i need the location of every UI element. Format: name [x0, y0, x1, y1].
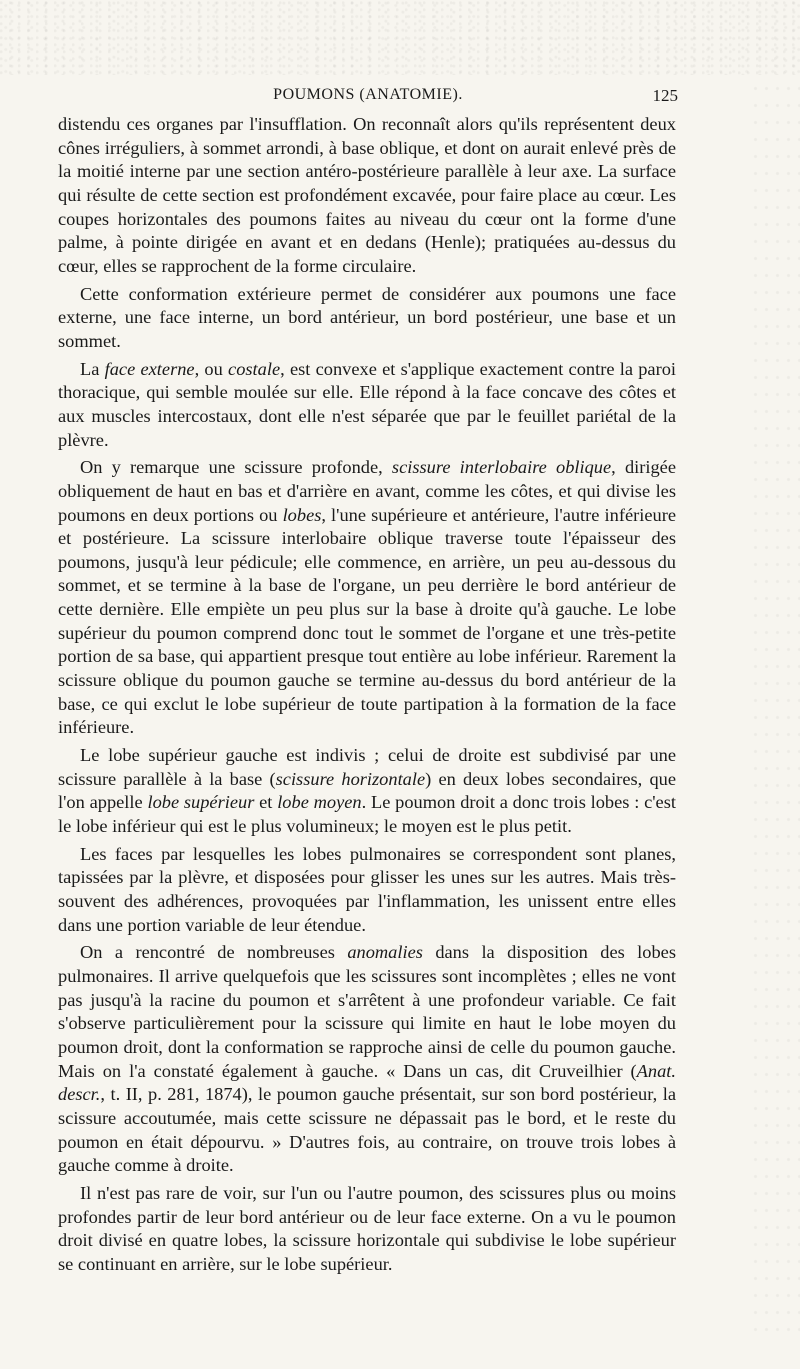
italic-term: lobes [282, 504, 322, 525]
text-run: distendu ces organes par l'insufflation. On reconnaît alors qu'ils représentent deux cônes irréguliers, à sommet arrondi, à base oblique, et dont on aurait enlevé près de la moitié interne par une section antéro-postérieure parallèle à leur axe. La surface qui résulte de cette section est profondément excavée, pour faire place au cœur. Les coupes horizontales des poumons faites au niveau du cœur ont la forme d'une palme, à pointe dirigée en avant et en dedans (Henle); pratiquées au-dessus du cœur, elles se rapprochent de la forme circulaire. [58, 114, 676, 276]
text-run: Les faces par lesquelles les lobes pulmonaires se correspondent sont planes, tapissées par la plèvre, et disposées pour glisser les unes sur les autres. Mais très-souvent des adhérences, provoquées par l'inflammation, les unissent entre elles dans une portion variable de leur étendue. [58, 843, 676, 935]
text-run: . Le poumon droit a donc trois lobes : c'est le lobe inférieur qui est le plus volumineux; le moyen est le plus petit. [58, 792, 676, 837]
running-head [58, 86, 678, 108]
text-run: dans la disposition des lobes pulmonaires. Il arrive quelquefois que les scissures sont incomplètes ; elles ne vont pas jusqu'à la racine du poumon et s'arrêtent à une profondeur variable. Ce fait s'observe particulièrement pour la scissure qui limite en haut le lobe moyen du poumon droit, dont la conformation se rapproche ainsi de celle du poumon gauche. Mais on l'a constaté également à gauche. « Dans un cas, dit Cruveilhier ( [58, 942, 676, 1081]
text-run: , l'une supérieure et antérieure, l'autre inférieure et postérieure. La scissure interlobaire oblique traverse toute l'épaisseur des poumons, jusqu'à leur pédicule; elle commence, en arrière, un peu au-dessous du sommet, et se termine à la base de l'organe, un peu derrière le bord antérieur de cette dernière. Elle empiète un peu plus sur la base à droite qu'à gauche. Le lobe supérieur du poumon comprend donc tout le sommet de l'organe et une très-petite portion de sa base, qui appartient presque tout entière au lobe inférieur. Rarement la scissure oblique du poumon gauche se termine au-dessus du bord antérieur de la base, ce qui exclut le lobe supérieur de toute partipation à la formation de la face inférieure. [58, 504, 676, 738]
text-run: Cette conformation extérieure permet de considérer aux poumons une face externe, une face interne, un bord antérieur, un bord postérieur, une base et un sommet. [58, 283, 676, 351]
text-run: , dirigée obliquement de haut en bas et d'arrière en avant, comme les côtes, et qui divise les poumons en deux portions ou [58, 457, 677, 525]
running-head-title: POUMONS (ANATOMIE). [273, 86, 463, 103]
paragraph [58, 744, 676, 839]
paragraph [58, 113, 676, 279]
text-run: , ou [194, 358, 229, 379]
paragraph [58, 283, 676, 354]
text-run: La [80, 358, 105, 379]
text-run: , t. II, p. 281, 1874), le poumon gauche présentait, sur son bord postérieur, la scissure accoutumée, mais cette scissure ne dépassait pas le bord, et le reste du poumon en était dépourvu. » D'autres fois, au contraire, on trouve trois lobes à gauche comme à droite. [58, 1084, 676, 1176]
text-run: Il n'est pas rare de voir, sur l'un ou l'autre poumon, des scissures plus ou moins profondes partir de leur bord antérieur ou de leur face externe. On a vu le poumon droit divisé en quatre lobes, la scissure horizontale qui subdivise le lobe supérieur se continuant en arrière, sur le lobe supérieur. [58, 1182, 676, 1274]
page-number: 125 [652, 86, 678, 105]
text-run: , est convexe et s'applique exactement contre la paroi thoracique, qui semble moulée sur elle. Elle répond à la face concave des côtes et aux muscles intercostaux, dont elle n'est séparée que par le feuillet pariétal de la plèvre. [58, 358, 676, 450]
paragraph [58, 843, 676, 938]
text-run: On a rencontré de nombreuses [80, 942, 348, 963]
paragraph [58, 358, 676, 453]
paragraph [58, 456, 676, 740]
italic-term: costale [228, 358, 281, 379]
italic-term: scissure horizontale [275, 768, 426, 789]
italic-term: lobe supérieur [147, 792, 255, 813]
page-edge-speckle-right [750, 80, 800, 1340]
text-run: et [254, 792, 278, 813]
body-text [58, 113, 676, 1281]
paragraph [58, 1182, 676, 1277]
text-run: On y remarque une scissure profonde, [80, 457, 392, 478]
italic-term: Anat. descr. [58, 1060, 676, 1105]
text-run: ) en deux lobes secondaires, que l'on appelle [58, 768, 676, 813]
italic-term: lobe moyen [277, 792, 362, 813]
paragraph [58, 941, 676, 1178]
italic-term: face externe [104, 358, 195, 379]
page-edge-speckle-top [0, 0, 800, 75]
italic-term: anomalies [347, 942, 423, 963]
italic-term: scissure interlobaire oblique [391, 457, 612, 478]
text-run: Le lobe supérieur gauche est indivis ; celui de droite est subdivisé par une scissure parallèle à la base ( [58, 745, 676, 789]
